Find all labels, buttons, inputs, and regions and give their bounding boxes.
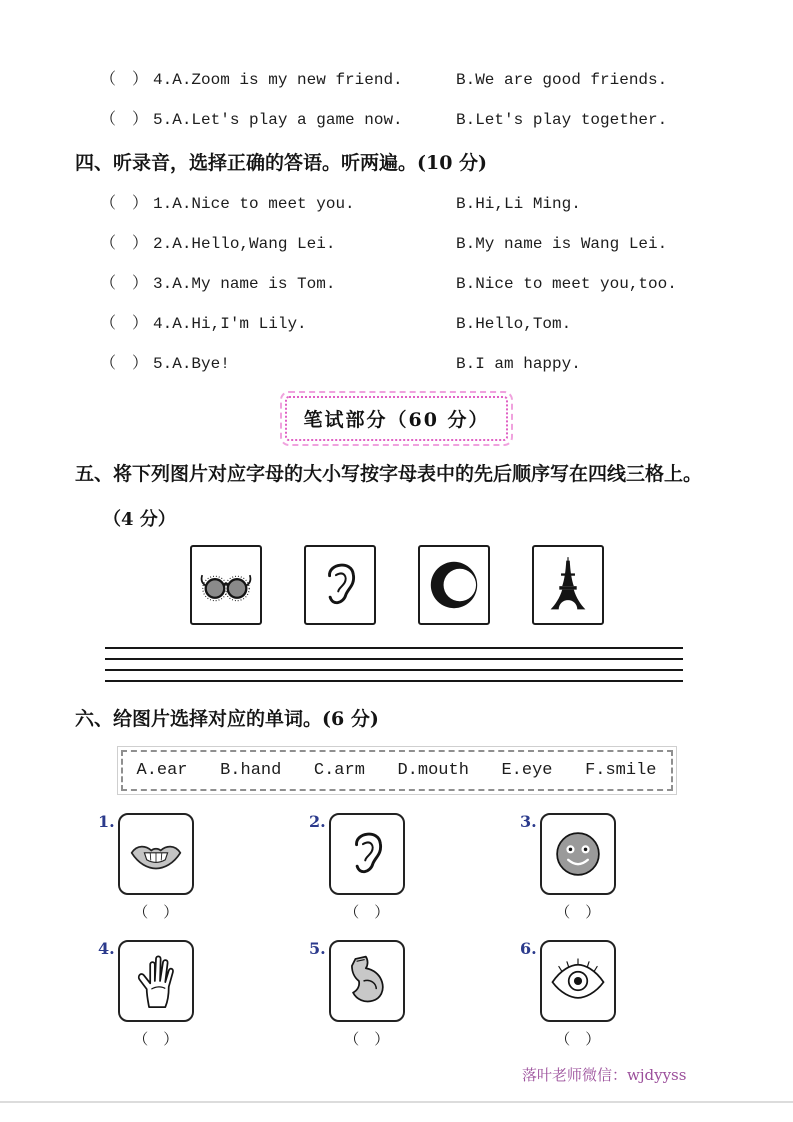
word-bank-item: B.hand (220, 761, 282, 780)
picture-item-mouth (98, 813, 309, 922)
answer-bracket[interactable]: （ ） (133, 1032, 179, 1049)
picture-item-ear (309, 813, 520, 922)
picture-number: 3. (520, 812, 537, 831)
question-number: 5. (153, 111, 173, 129)
answer-bracket[interactable]: （ ） (555, 905, 601, 922)
answer-bracket: （ ） (100, 71, 149, 89)
option-a: A.Let's play a game now. (172, 111, 403, 129)
section-five-score: （4 分） (103, 509, 176, 530)
picture-grid-row (98, 813, 793, 922)
answer-bracket[interactable]: （ ） (344, 905, 390, 922)
answer-bracket: （ ） (100, 275, 149, 293)
picture-item-hand (98, 940, 309, 1049)
question-row (100, 314, 793, 334)
option-a: A.Hi,I'm Lily. (172, 315, 307, 333)
picture-grid-row (98, 940, 793, 1049)
picture-box-moon (418, 545, 490, 625)
answer-bracket: （ ） (100, 355, 149, 373)
writing-line (105, 658, 683, 669)
question-row (100, 194, 793, 214)
option-b: B.Nice to meet you,too. (456, 275, 677, 293)
mouth-icon (127, 823, 185, 885)
teacher-wechat-watermark: 落叶老师微信：wjdyyss (522, 1066, 687, 1084)
eiffel-tower-icon (539, 554, 597, 616)
option-a: A.Nice to meet you. (172, 195, 355, 213)
picture-number: 5. (309, 939, 326, 958)
section-four-title: 四、听录音，选择正确的答语。听两遍。(10 分) (75, 152, 488, 174)
option-a: A.Bye! (172, 355, 230, 373)
word-bank-item: E.eye (501, 761, 553, 780)
question-number: 4. (153, 71, 173, 89)
picture-item-smile (520, 813, 731, 922)
ear-icon (311, 554, 369, 616)
section-six-title: 六、给图片选择对应的单词。(6 分) (75, 708, 379, 730)
question-row (100, 110, 793, 130)
answer-bracket: （ ） (100, 235, 149, 253)
answer-bracket[interactable]: （ ） (344, 1032, 390, 1049)
question-number: 4. (153, 315, 173, 333)
section-five-pictures (0, 545, 793, 625)
picture-number: 4. (98, 939, 115, 958)
writing-line (105, 669, 683, 680)
section-five-title: 五、将下列图片对应字母的大小写按字母表中的先后顺序写在四线三格上。 (75, 463, 703, 485)
writing-line (105, 680, 683, 682)
question-row (100, 234, 793, 254)
glasses-icon (197, 554, 255, 616)
option-a: A.Zoom is my new friend. (172, 71, 403, 89)
answer-bracket: （ ） (100, 195, 149, 213)
question-number: 3. (153, 275, 173, 293)
page-bottom-divider (0, 1101, 793, 1103)
picture-box-glasses (190, 545, 262, 625)
picture-number: 6. (520, 939, 537, 958)
option-b: B.I am happy. (456, 355, 581, 373)
smile-icon (549, 823, 607, 885)
picture-number: 1. (98, 812, 115, 831)
option-b: B.Hi,Li Ming. (456, 195, 581, 213)
question-row (100, 274, 793, 294)
picture-item-arm (309, 940, 520, 1049)
answer-bracket[interactable]: （ ） (133, 905, 179, 922)
hand-icon (127, 950, 185, 1012)
option-b: B.Let's play together. (456, 111, 668, 129)
option-b: B.Hello,Tom. (456, 315, 572, 333)
option-a: A.Hello,Wang Lei. (172, 235, 336, 253)
word-bank-item: C.arm (313, 761, 365, 780)
word-bank (121, 750, 673, 791)
question-number: 2. (153, 235, 173, 253)
option-b: B.We are good friends. (456, 71, 668, 89)
word-bank-item: F.smile (585, 761, 657, 780)
arm-icon (338, 950, 396, 1012)
picture-box-ear (304, 545, 376, 625)
question-number: 5. (153, 355, 173, 373)
option-b: B.My name is Wang Lei. (456, 235, 668, 253)
eye-icon (549, 950, 607, 1012)
moon-icon (425, 554, 483, 616)
written-part-banner: 笔试部分（60 分） (285, 396, 507, 441)
picture-item-eye (520, 940, 731, 1049)
four-line-grid[interactable] (105, 647, 683, 682)
question-row (100, 70, 793, 90)
picture-box-eiffel-tower (532, 545, 604, 625)
question-number: 1. (153, 195, 173, 213)
question-row (100, 354, 793, 374)
answer-bracket: （ ） (100, 111, 149, 129)
option-a: A.My name is Tom. (172, 275, 336, 293)
picture-number: 2. (309, 812, 326, 831)
ear-icon (338, 823, 396, 885)
answer-bracket: （ ） (100, 315, 149, 333)
answer-bracket[interactable]: （ ） (555, 1032, 601, 1049)
writing-line (105, 647, 683, 658)
word-bank-item: A.ear (136, 761, 188, 780)
word-bank-item: D.mouth (397, 761, 469, 780)
